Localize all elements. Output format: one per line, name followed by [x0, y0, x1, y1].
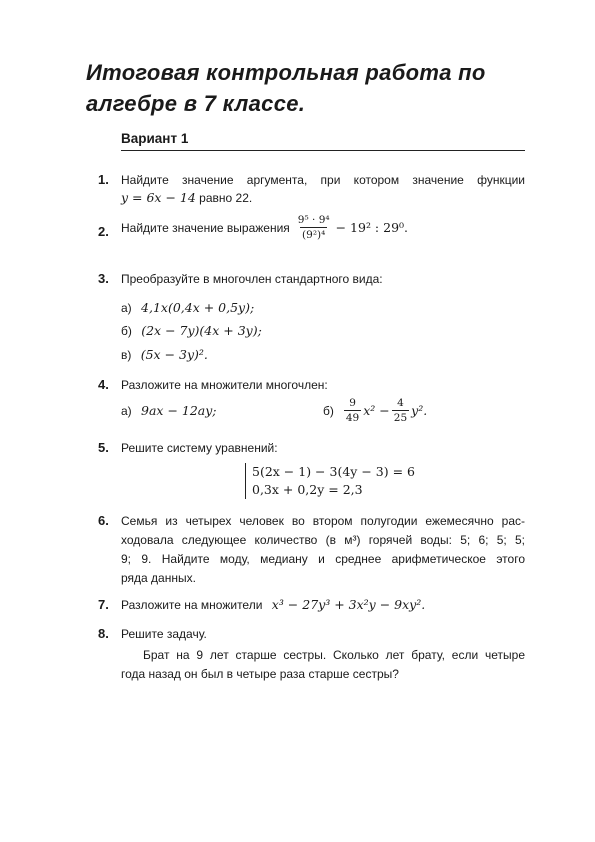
title-line-1: Итоговая контрольная работа по	[86, 60, 486, 85]
task-6-line-4: ряда данных.	[121, 571, 196, 585]
task-4-fraction-2-num: 4	[397, 397, 404, 409]
task-3-item-b	[121, 322, 262, 340]
task-3-item-c	[121, 346, 208, 364]
task-4-item-b-mid: x² −	[363, 403, 390, 418]
task-3-item-c-expr: (5x − 3y)².	[140, 347, 208, 362]
task-4-text: Разложите на множители многочлен:	[121, 378, 328, 392]
task-4-fraction-2-den: 25	[393, 412, 408, 424]
task-3-text: Преобразуйте в многочлен стандартного вида:	[121, 272, 383, 286]
task-2-fraction	[296, 214, 332, 242]
task-2-text: Найдите значение выражения	[121, 221, 290, 235]
task-1-number: 1.	[98, 172, 109, 187]
task-3-item-b-label: б)	[121, 324, 132, 338]
task-3-item-a-expr: 4,1x(0,4x + 0,5y);	[141, 300, 255, 315]
task-6-line-3: 9; 9. Найдите моду, медиану и среднее арифметическое этого	[121, 552, 525, 566]
task-2-numerator: 9⁵ · 9⁴	[297, 214, 330, 226]
task-3-number: 3.	[98, 271, 109, 286]
task-4-item-b-tail: y².	[411, 403, 428, 418]
task-4-fraction-1	[344, 397, 361, 425]
task-7-number: 7.	[98, 597, 109, 612]
task-7-text: Разложите на множители	[121, 598, 263, 612]
task-8-text: Решите задачу.	[121, 627, 207, 641]
heading-divider	[121, 150, 525, 151]
task-8-number: 8.	[98, 626, 109, 641]
title-line-2: алгебре в 7 классе.	[86, 91, 306, 116]
task-3-item-b-expr: (2x − 7y)(4x + 3y);	[141, 323, 262, 338]
task-5-equation-1: 5(2x − 1) − 3(4y − 3) = 6	[252, 464, 415, 479]
task-4-item-b-label: б)	[323, 404, 334, 418]
task-4-fraction-1-den: 49	[345, 412, 360, 424]
task-5-equation-2: 0,3x + 0,2y = 2,3	[252, 482, 363, 497]
task-7-expr: x³ − 27y³ + 3x²y − 9xy².	[271, 597, 426, 612]
task-4-number: 4.	[98, 377, 109, 392]
task-8-line-1: Брат на 9 лет старше сестры. Сколько лет брату, если четыре	[143, 648, 525, 662]
variant-heading: Вариант 1	[121, 131, 189, 146]
task-5-number: 5.	[98, 440, 109, 455]
task-5-text: Решите систему уравнений:	[121, 441, 278, 455]
task-2-tail: − 19² : 29⁰.	[335, 220, 409, 235]
task-5-equation-system	[245, 463, 415, 499]
task-4-item-a-label: а)	[121, 404, 132, 418]
task-4-fraction-2	[392, 397, 409, 425]
task-4-item-b	[323, 396, 427, 426]
task-4-item-a	[121, 402, 217, 420]
task-1-tail: равно 22.	[199, 191, 253, 205]
task-3-item-c-label: в)	[121, 348, 132, 362]
task-4-item-a-expr: 9ax − 12ay;	[141, 403, 217, 418]
task-3-item-a-label: а)	[121, 301, 132, 315]
task-3-item-a	[121, 299, 254, 317]
task-4-fraction-1-num: 9	[349, 397, 356, 409]
task-6-line-1: Семья из четырех человек во втором полугодии ежемесячно рас-	[121, 514, 525, 528]
task-6-number: 6.	[98, 513, 109, 528]
task-2-denominator: (9²)⁴	[302, 229, 326, 241]
task-7-content	[121, 596, 425, 614]
page-title	[86, 57, 526, 119]
task-1-line-1: Найдите значение аргумента, при котором значение функции	[121, 173, 525, 187]
task-1-function: y = 6x − 14	[121, 190, 196, 205]
task-1-line-2	[121, 189, 252, 207]
task-2-content	[121, 214, 408, 242]
task-2-number: 2.	[98, 224, 109, 239]
task-6-line-2: ходовала следующее количество (в м³) горячей воды: 5; 6; 5; 5;	[121, 533, 525, 547]
task-8-line-2: года назад он был в четыре раза старше сестры?	[121, 667, 399, 681]
